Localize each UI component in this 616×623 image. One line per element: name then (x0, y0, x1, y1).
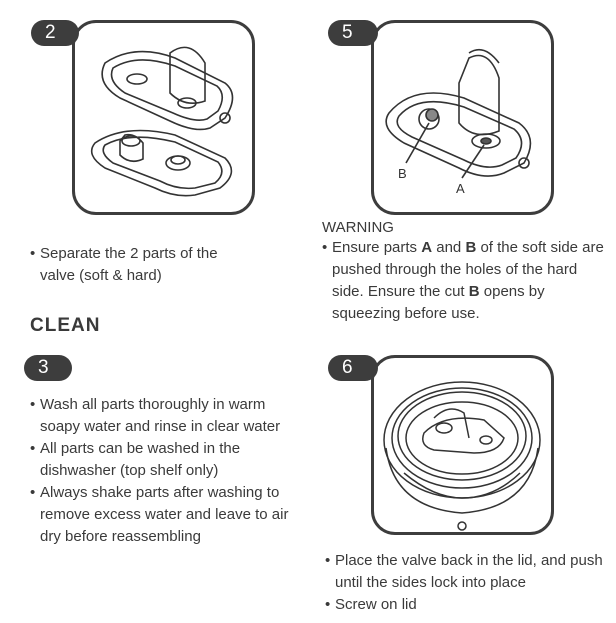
step-6-number: 6 (342, 357, 353, 378)
step-3-number: 3 (38, 357, 49, 378)
step-2-illustration-frame (72, 20, 255, 215)
warning-text-part: of the soft side are pushed through the holes of the hard side. Ensure the cut (332, 239, 604, 300)
step-6-bullet: • Screw on lid (325, 594, 605, 616)
label-b: B (398, 166, 407, 181)
warning-part-a: A (421, 239, 433, 256)
step-5-illustration-frame (371, 20, 554, 215)
valve-separated-illustration (75, 23, 252, 212)
warning-part-b: B (468, 283, 480, 300)
label-a: A (456, 181, 465, 196)
step-3-bullet: • Always shake parts after washing to remove excess water and leave to air dry before reassembling (30, 482, 305, 548)
step-2-badge (31, 20, 79, 46)
warning-text (322, 237, 612, 325)
step-3-text (30, 394, 305, 548)
step-3-bullet: • All parts can be washed in the dishwasher (top shelf only) (30, 438, 305, 482)
warning-bullet (322, 237, 612, 325)
step-6-illustration-frame (371, 355, 554, 535)
step-6-badge (328, 355, 378, 381)
warning-text-part: Ensure parts (332, 239, 422, 256)
warning-text-part: opens by squeezing before use. (332, 283, 545, 322)
step-2-text (30, 243, 240, 287)
step-2-number: 2 (45, 22, 56, 43)
warning-part-b: B (465, 239, 477, 256)
step-6-text (325, 550, 605, 616)
step-3-bullet: • Wash all parts thoroughly in warm soapy water and rinse in clear water (30, 394, 305, 438)
clean-heading: CLEAN (30, 315, 101, 336)
step-6-bullet: • Place the valve back in the lid, and push until the sides lock into place (325, 550, 605, 594)
step-2-bullet: • Separate the 2 parts of the valve (soft & hard) (30, 243, 240, 287)
valve-in-lid-illustration (374, 358, 551, 532)
step-3-badge (24, 355, 72, 381)
step-5-number: 5 (342, 22, 353, 43)
warning-text-part: and (432, 239, 466, 256)
step-5-badge (328, 20, 378, 46)
valve-assembled-illustration (374, 23, 551, 212)
warning-title: WARNING (322, 219, 394, 236)
